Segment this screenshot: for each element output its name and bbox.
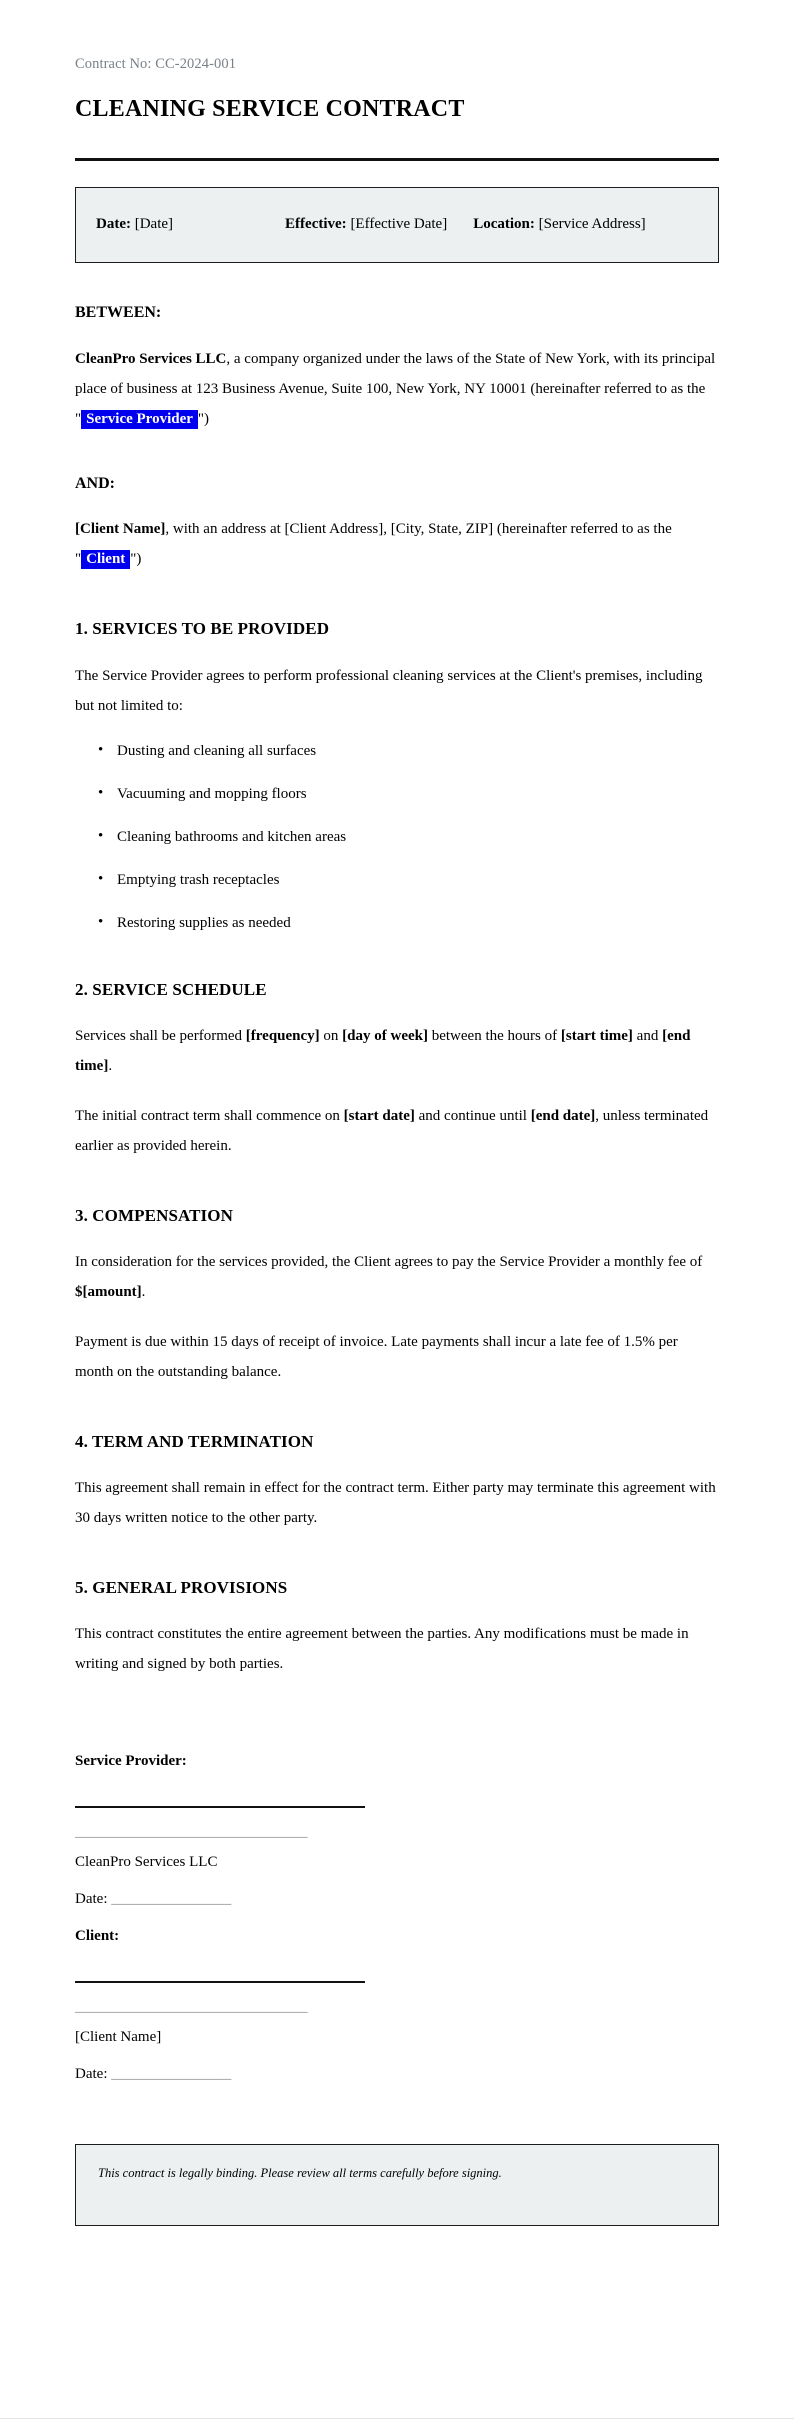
placeholder-start-date: [start date] [343, 1107, 415, 1124]
termination-paragraph: This agreement shall remain in effect for the contract term. Either party may terminate this agreement with 30 days written notice to the other party. [75, 1479, 716, 1526]
signature-date-rule-provider: ________________ [111, 1891, 232, 1908]
signature-underscores-provider: _______________________________ [75, 1823, 308, 1840]
client-paragraph [75, 514, 719, 574]
schedule-p1-a: Services shall be performed [75, 1027, 246, 1044]
schedule-p2-e: , unless terminated earlier as provided herein. [75, 1107, 709, 1154]
compensation-paragraph-2: Payment is due within 15 days of receipt of invoice. Late payments shall incur a late fee of 1.5% per month on the outstanding balance. [75, 1333, 678, 1380]
signature-underscores-client: _______________________________ [75, 1998, 308, 2015]
meta-date-value: [Date] [134, 216, 174, 233]
client-name: [Client Name] [75, 521, 166, 538]
legal-note-box [75, 2144, 719, 2226]
contract-meta-row [96, 216, 698, 233]
list-item: • Cleaning bathrooms and kitchen areas [117, 825, 719, 849]
signature-name-provider: CleanPro Services LLC [75, 1853, 218, 1870]
contract-meta-box [75, 187, 719, 263]
schedule-p1-e: between the hours of [427, 1027, 561, 1044]
meta-date-label: Date: [96, 216, 131, 233]
general-paragraph: This contract constitutes the entire agreement between the parties. Any modifications must be made in writing and signed by both parties. [75, 1625, 689, 1672]
meta-location-value: [Service Address] [538, 216, 646, 233]
signature-date-label-client: Date: [75, 2066, 108, 2083]
section-heading-termination: 4. TERM AND TERMINATION [75, 1431, 314, 1451]
placeholder-frequency: [frequency] [245, 1027, 320, 1044]
schedule-paragraph-1 [75, 1021, 719, 1081]
signature-date-label-provider: Date: [75, 1891, 108, 1908]
signature-date-client [75, 2063, 719, 2086]
page-title: CLEANING SERVICE CONTRACT [75, 95, 465, 122]
section-heading-schedule: 2. SERVICE SCHEDULE [75, 979, 267, 999]
signature-label-client: Client: [75, 1927, 120, 1944]
between-label: BETWEEN: [75, 303, 162, 321]
list-item: • Emptying trash receptacles [117, 868, 719, 892]
schedule-p1-g: and [632, 1027, 663, 1044]
signature-label-provider: Service Provider: [75, 1752, 187, 1769]
placeholder-day-of-week: [day of week] [342, 1027, 428, 1044]
provider-name: CleanPro Services LLC [75, 350, 227, 367]
provider-selection-highlight[interactable]: Service Provider [81, 410, 198, 429]
provider-text-after: ") [197, 410, 210, 427]
meta-field-date [96, 216, 173, 233]
title-divider [75, 158, 719, 161]
signature-block-provider [75, 1751, 719, 1911]
schedule-p1-i: . [108, 1057, 113, 1074]
schedule-p2-c: and continue until [414, 1107, 531, 1124]
list-item: • Dusting and cleaning all surfaces [117, 739, 719, 763]
signature-date-rule-client: ________________ [111, 2066, 232, 2083]
client-text-before: , with an address at [Client Address], [City, State, ZIP] (hereinafter referred to as the " [75, 521, 672, 568]
meta-field-effective [285, 216, 447, 233]
schedule-p1-c: on [319, 1027, 343, 1044]
client-text-after: ") [130, 551, 142, 568]
signature-line-client[interactable] [75, 1981, 365, 1983]
document-header [75, 55, 719, 161]
services-intro: The Service Provider agrees to perform professional cleaning services at the Client's premises, including but not limited to: [75, 667, 703, 714]
meta-effective-value: [Effective Date] [350, 216, 448, 233]
meta-effective-label: Effective: [285, 216, 347, 233]
placeholder-start-time: [start time] [560, 1027, 633, 1044]
signature-block-client [75, 1926, 719, 2086]
signature-date-provider [75, 1888, 719, 1911]
compensation-p1-a: In consideration for the services provided, the Client agrees to pay the Service Provider a monthly fee of [75, 1253, 703, 1270]
compensation-paragraph-1 [75, 1247, 719, 1307]
section-heading-general: 5. GENERAL PROVISIONS [75, 1577, 288, 1597]
list-item: • Vacuuming and mopping floors [117, 782, 719, 806]
schedule-p2-a: The initial contract term shall commence on [75, 1107, 344, 1124]
provider-paragraph [75, 344, 719, 434]
placeholder-end-date: [end date] [530, 1107, 596, 1124]
provider-text-before: , a company organized under the laws of the State of New York, with its principal place of business at 123 Business Avenue, Suite 100, New York, NY 10001 (hereinafter referred to as the " [75, 350, 716, 427]
meta-location-label: Location: [473, 216, 535, 233]
services-list [75, 739, 719, 935]
section-heading-compensation: 3. COMPENSATION [75, 1205, 233, 1225]
placeholder-end-time: [end time] [75, 1027, 691, 1074]
contract-number: Contract No: CC-2024-001 [75, 56, 237, 72]
signature-name-client: [Client Name] [75, 2028, 162, 2045]
meta-field-location [473, 216, 645, 233]
section-heading-services: 1. SERVICES TO BE PROVIDED [75, 619, 330, 639]
page-bottom-divider [0, 2418, 794, 2419]
and-label: AND: [75, 474, 115, 492]
schedule-paragraph-2 [75, 1101, 719, 1161]
client-selection-highlight[interactable]: Client [81, 550, 130, 569]
signature-line-provider[interactable] [75, 1806, 365, 1808]
placeholder-amount: $[amount] [75, 1283, 142, 1300]
compensation-p1-c: . [141, 1283, 146, 1300]
list-item: • Restoring supplies as needed [117, 911, 719, 935]
legal-note-text: This contract is legally binding. Please review all terms carefully before signing. [98, 2165, 502, 2180]
